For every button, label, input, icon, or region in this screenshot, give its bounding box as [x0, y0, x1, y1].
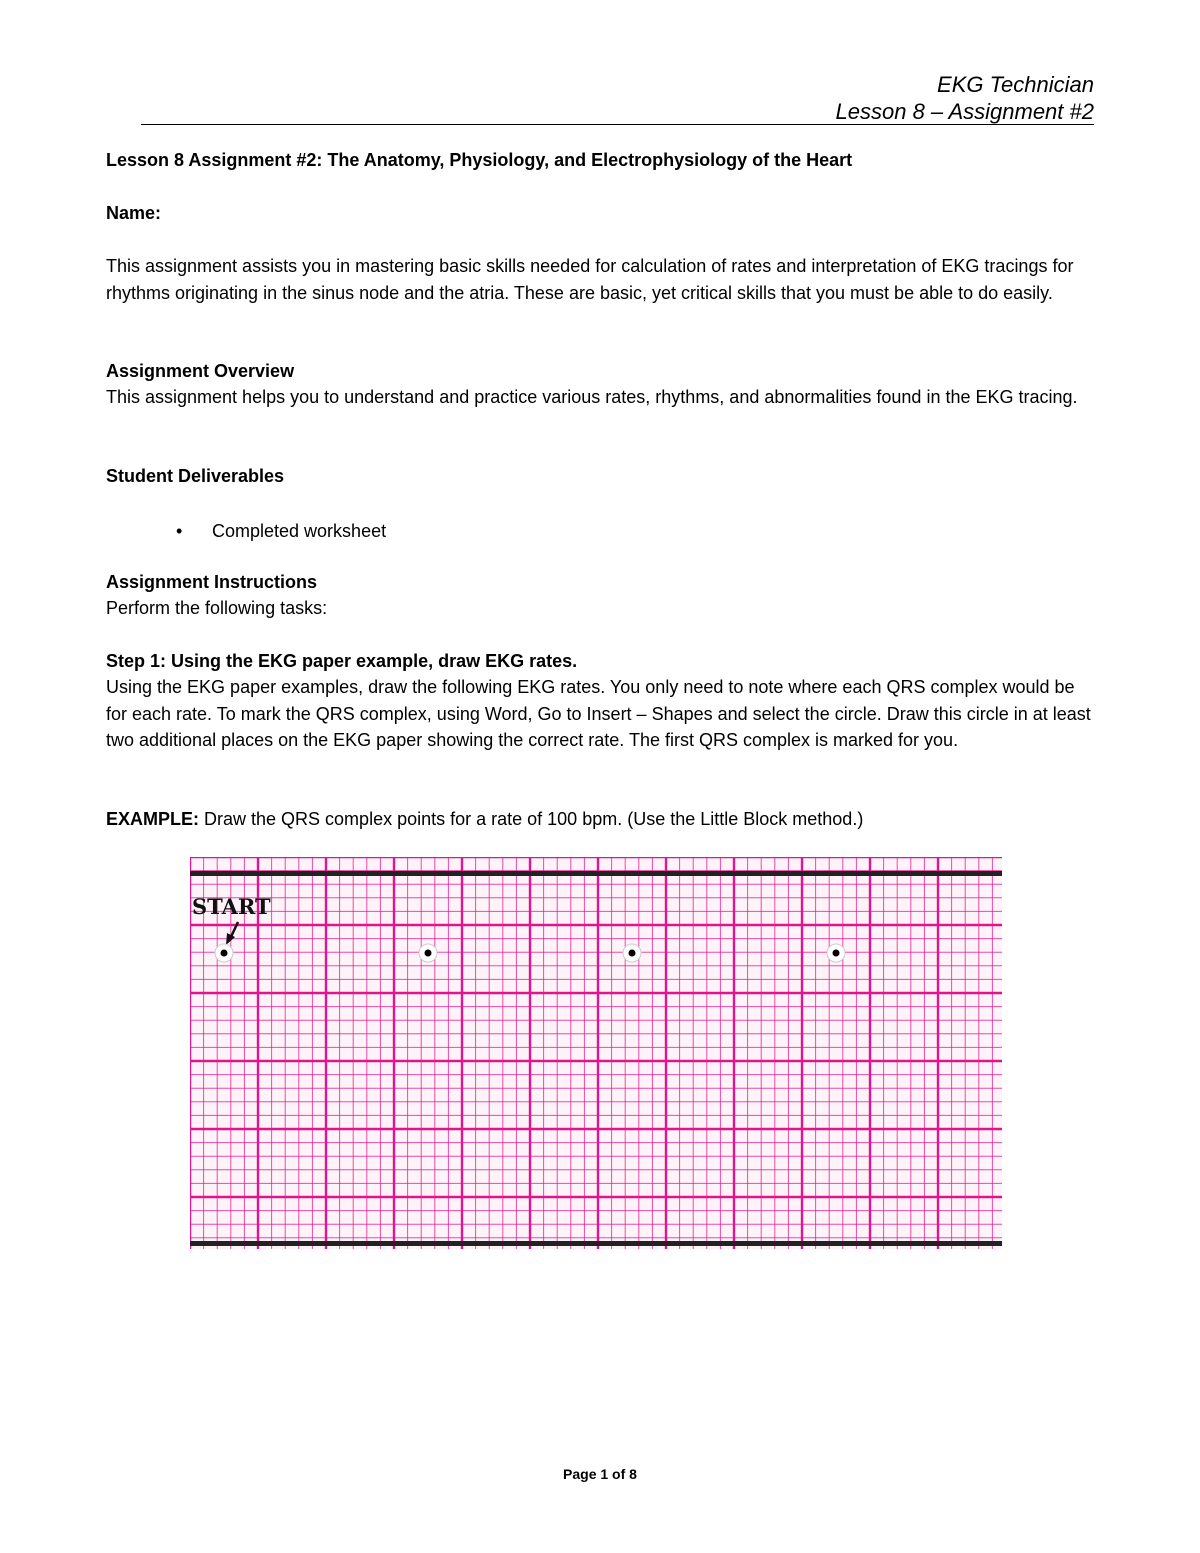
ekg-top-border — [190, 871, 1002, 876]
name-label: Name: — [106, 203, 162, 223]
example-label: EXAMPLE: — [106, 809, 200, 829]
qrs-marker — [827, 944, 845, 962]
instructions-paragraph: Perform the following tasks: — [106, 598, 328, 618]
overview-paragraph: This assignment helps you to understand and practice various rates, rhythms, and abnormalities found in the EKG tracing. — [106, 387, 1078, 407]
instructions-heading: Assignment Instructions — [106, 572, 318, 592]
header-subtitle: Lesson 8 – Assignment #2 — [835, 99, 1094, 124]
deliverable-label: Completed worksheet — [212, 521, 387, 541]
step1-heading: Step 1: Using the EKG paper example, draw EKG rates. — [106, 651, 578, 671]
ekg-paper-figure — [190, 857, 1002, 1249]
qrs-marker — [419, 944, 437, 962]
step1-paragraph: Using the EKG paper examples, draw the following EKG rates. You only need to note where each QRS complex would be for each rate. To mark the QRS complex, using Word, Go to Insert – Shapes and select the circle. Draw this circle in at least two additional places on the EKG paper showing the correct rate. The first QRS complex is marked for you. — [106, 677, 1091, 750]
intro-paragraph: This assignment assists you in mastering basic skills needed for calculation of rates and interpretation of EKG tracings for rhythms originating in the sinus node and the atria. These are basic, yet critical skills that you must be able to do easily. — [106, 256, 1074, 303]
qrs-marker — [215, 944, 233, 962]
qrs-marker — [623, 944, 641, 962]
ekg-bottom-border — [190, 1241, 1002, 1246]
document-title: Lesson 8 Assignment #2: The Anatomy, Physiology, and Electrophysiology of the Heart — [106, 150, 853, 170]
header-divider — [141, 124, 1094, 125]
example-line — [106, 806, 1096, 833]
deliverables-heading: Student Deliverables — [106, 466, 285, 486]
overview-heading: Assignment Overview — [106, 361, 295, 381]
header-title: EKG Technician — [937, 72, 1094, 97]
bullet-icon: • — [176, 521, 183, 541]
example-text: Draw the QRS complex points for a rate of 100 bpm. (Use the Little Block method.) — [199, 809, 864, 829]
start-label: START — [192, 894, 271, 919]
page-number: Page 1 of 8 — [563, 1466, 637, 1482]
ekg-paper-background — [190, 857, 1002, 1249]
